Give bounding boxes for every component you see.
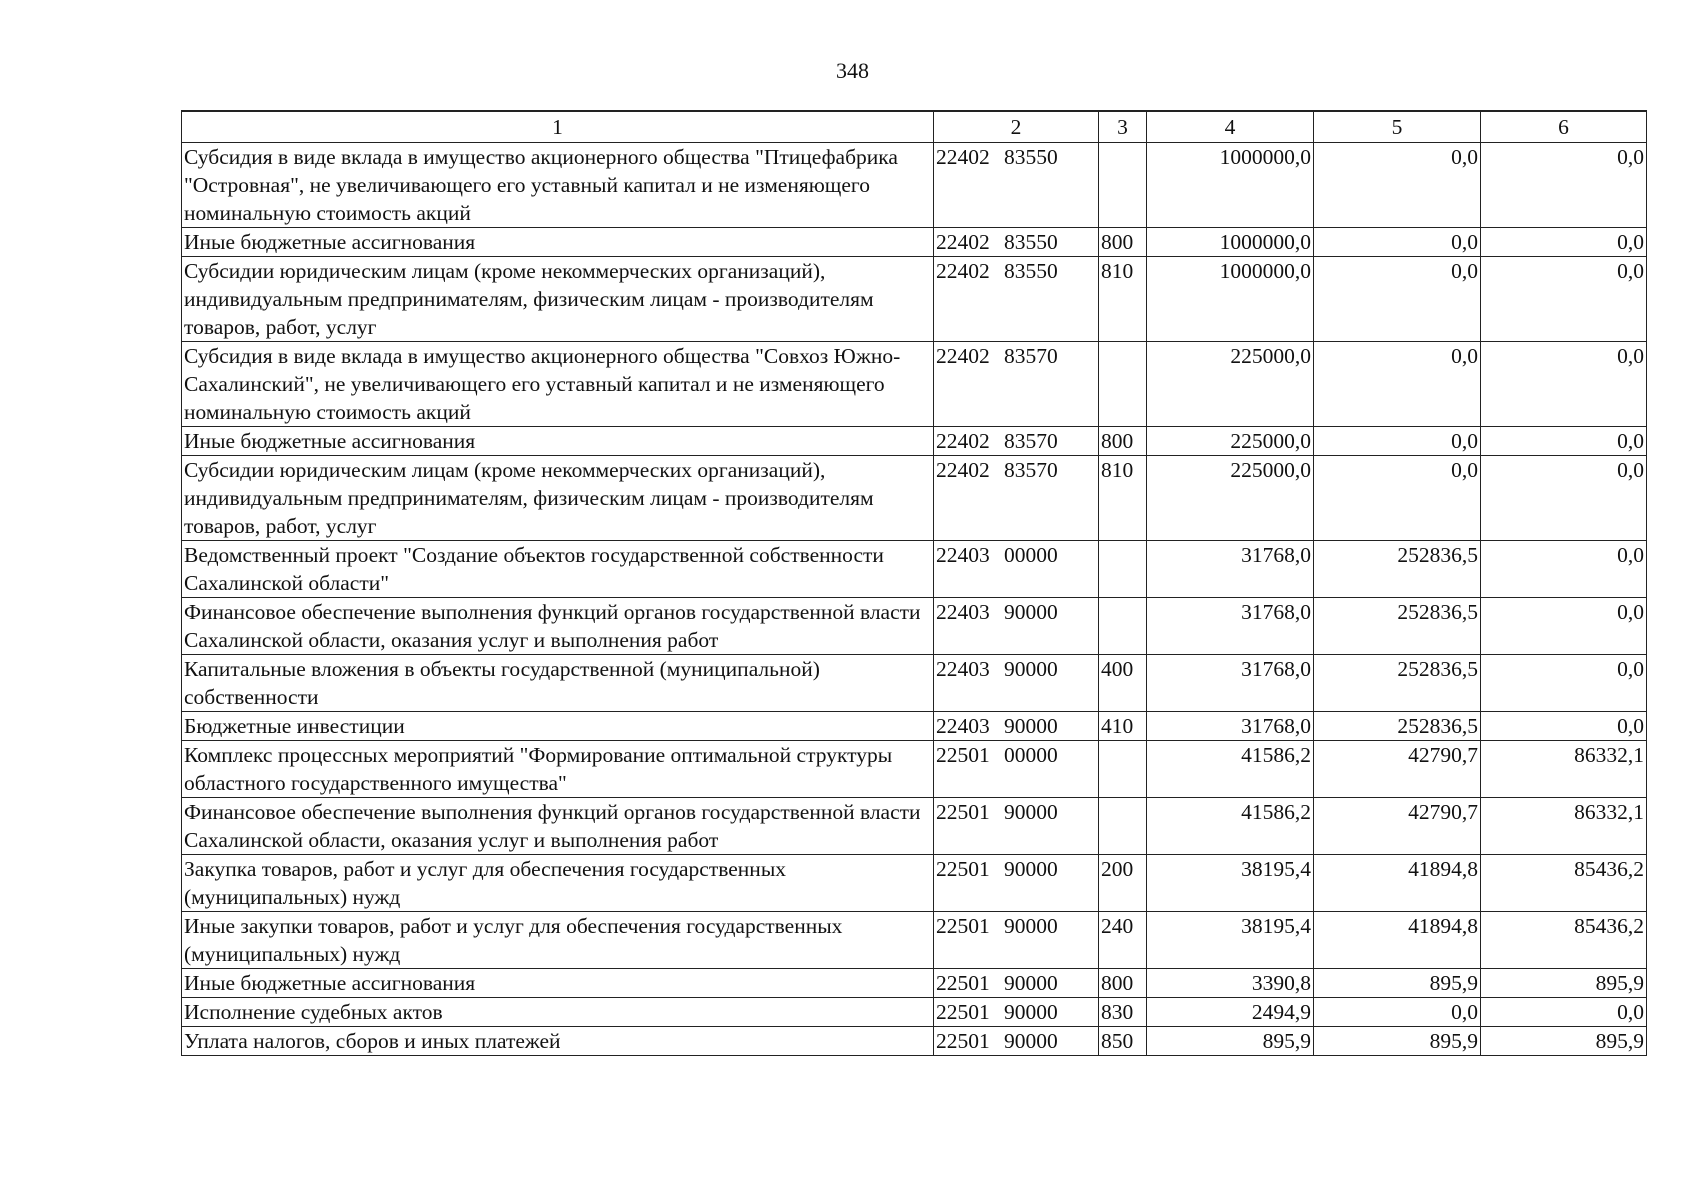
value-col-4: 225000,0 [1147,456,1314,541]
value-col-6: 0,0 [1481,712,1647,741]
value-col-5: 42790,7 [1314,741,1481,798]
expense-type [1099,798,1147,855]
value-col-4: 41586,2 [1147,741,1314,798]
column-header-3: 3 [1099,111,1147,143]
value-col-6: 0,0 [1481,655,1647,712]
row-code [934,741,1099,798]
row-name: Ведомственный проект "Создание объектов государственной собственности Сахалинской области" [182,541,934,598]
value-col-4: 31768,0 [1147,712,1314,741]
value-col-4: 1000000,0 [1147,257,1314,342]
row-name: Бюджетные инвестиции [182,712,934,741]
value-col-6: 85436,2 [1481,855,1647,912]
value-col-6: 0,0 [1481,257,1647,342]
program-code: 22402 [936,230,990,254]
value-col-4: 41586,2 [1147,798,1314,855]
expense-type [1099,541,1147,598]
expense-type [1099,598,1147,655]
value-col-5: 0,0 [1314,143,1481,228]
value-col-5: 0,0 [1314,228,1481,257]
value-col-5: 252836,5 [1314,655,1481,712]
table-row [182,342,1647,427]
direction-code: 83550 [1004,145,1058,169]
table-row [182,741,1647,798]
table-header-row [182,111,1647,143]
row-name: Иные закупки товаров, работ и услуг для обеспечения государственных (муниципальных) нужд [182,912,934,969]
column-header-2: 2 [934,111,1099,143]
direction-code: 83550 [1004,230,1058,254]
program-code: 22501 [936,1000,990,1024]
value-col-5: 0,0 [1314,342,1481,427]
program-code: 22402 [936,429,990,453]
expense-type: 810 [1099,456,1147,541]
value-col-6: 0,0 [1481,228,1647,257]
program-code: 22501 [936,914,990,938]
value-col-4: 38195,4 [1147,912,1314,969]
row-name: Субсидия в виде вклада в имущество акционерного общества "Совхоз Южно-Сахалинский", не увеличивающего его уставный капитал и не изменяющего номинальную стоимость акций [182,342,934,427]
program-code: 22402 [936,259,990,283]
program-code: 22403 [936,714,990,738]
expense-type: 810 [1099,257,1147,342]
expense-type: 200 [1099,855,1147,912]
program-code: 22402 [936,344,990,368]
value-col-6: 0,0 [1481,342,1647,427]
table-row [182,1027,1647,1056]
direction-code: 83550 [1004,259,1058,283]
value-col-5: 42790,7 [1314,798,1481,855]
row-code [934,342,1099,427]
column-header-6: 6 [1481,111,1647,143]
table-row [182,655,1647,712]
column-header-1: 1 [182,111,934,143]
value-col-4: 1000000,0 [1147,143,1314,228]
value-col-6: 0,0 [1481,541,1647,598]
direction-code: 90000 [1004,971,1058,995]
expense-type: 410 [1099,712,1147,741]
program-code: 22501 [936,857,990,881]
table-row [182,855,1647,912]
value-col-4: 3390,8 [1147,969,1314,998]
row-code [934,228,1099,257]
value-col-6: 86332,1 [1481,741,1647,798]
row-code [934,427,1099,456]
value-col-5: 0,0 [1314,456,1481,541]
value-col-5: 252836,5 [1314,541,1481,598]
direction-code: 90000 [1004,657,1058,681]
row-name: Уплата налогов, сборов и иных платежей [182,1027,934,1056]
page-number: 348 [836,58,869,83]
table-row [182,541,1647,598]
direction-code: 90000 [1004,857,1058,881]
direction-code: 83570 [1004,429,1058,453]
value-col-4: 31768,0 [1147,655,1314,712]
program-code: 22403 [936,657,990,681]
program-code: 22501 [936,800,990,824]
expense-type [1099,741,1147,798]
program-code: 22403 [936,600,990,624]
row-name: Иные бюджетные ассигнования [182,969,934,998]
program-code: 22403 [936,543,990,567]
direction-code: 00000 [1004,543,1058,567]
value-col-6: 0,0 [1481,427,1647,456]
program-code: 22501 [936,971,990,995]
program-code: 22501 [936,743,990,767]
budget-table [181,110,1647,1056]
direction-code: 90000 [1004,600,1058,624]
expense-type: 400 [1099,655,1147,712]
value-col-5: 41894,8 [1314,912,1481,969]
direction-code: 90000 [1004,1029,1058,1053]
row-code [934,712,1099,741]
direction-code: 90000 [1004,1000,1058,1024]
value-col-6: 895,9 [1481,1027,1647,1056]
expense-type: 800 [1099,427,1147,456]
column-header-5: 5 [1314,111,1481,143]
row-name: Финансовое обеспечение выполнения функций органов государственной власти Сахалинской области, оказания услуг и выполнения работ [182,598,934,655]
table-row [182,228,1647,257]
row-code [934,855,1099,912]
value-col-6: 0,0 [1481,598,1647,655]
row-name: Субсидия в виде вклада в имущество акционерного общества "Птицефабрика "Островная", не увеличивающего его уставный капитал и не изменяющего номинальную стоимость акций [182,143,934,228]
value-col-6: 0,0 [1481,456,1647,541]
table-row [182,427,1647,456]
expense-type: 850 [1099,1027,1147,1056]
table-row [182,712,1647,741]
value-col-5: 0,0 [1314,257,1481,342]
value-col-4: 895,9 [1147,1027,1314,1056]
row-code [934,655,1099,712]
table-row [182,143,1647,228]
value-col-4: 2494,9 [1147,998,1314,1027]
row-name: Субсидии юридическим лицам (кроме некоммерческих организаций), индивидуальным предпринимателям, физическим лицам - производителям товаров, работ, услуг [182,456,934,541]
value-col-5: 895,9 [1314,969,1481,998]
row-name: Исполнение судебных актов [182,998,934,1027]
expense-type [1099,143,1147,228]
expense-type: 800 [1099,228,1147,257]
row-code [934,998,1099,1027]
value-col-6: 895,9 [1481,969,1647,998]
direction-code: 90000 [1004,914,1058,938]
row-name: Финансовое обеспечение выполнения функций органов государственной власти Сахалинской области, оказания услуг и выполнения работ [182,798,934,855]
value-col-4: 31768,0 [1147,598,1314,655]
value-col-4: 31768,0 [1147,541,1314,598]
value-col-6: 85436,2 [1481,912,1647,969]
value-col-5: 895,9 [1314,1027,1481,1056]
row-code [934,456,1099,541]
value-col-4: 225000,0 [1147,342,1314,427]
table-row [182,257,1647,342]
table-row [182,912,1647,969]
table-row [182,969,1647,998]
value-col-6: 0,0 [1481,998,1647,1027]
table-row [182,598,1647,655]
row-code [934,143,1099,228]
row-code [934,798,1099,855]
row-name: Капитальные вложения в объекты государственной (муниципальной) собственности [182,655,934,712]
row-code [934,257,1099,342]
expense-type: 830 [1099,998,1147,1027]
value-col-4: 38195,4 [1147,855,1314,912]
direction-code: 83570 [1004,458,1058,482]
row-code [934,541,1099,598]
value-col-6: 86332,1 [1481,798,1647,855]
row-code [934,598,1099,655]
direction-code: 90000 [1004,800,1058,824]
value-col-5: 252836,5 [1314,712,1481,741]
expense-type [1099,342,1147,427]
row-name: Комплекс процессных мероприятий "Формирование оптимальной структуры областного государственного имущества" [182,741,934,798]
value-col-6: 0,0 [1481,143,1647,228]
row-name: Субсидии юридическим лицам (кроме некоммерческих организаций), индивидуальным предпринимателям, физическим лицам - производителям товаров, работ, услуг [182,257,934,342]
row-code [934,912,1099,969]
value-col-5: 252836,5 [1314,598,1481,655]
direction-code: 90000 [1004,714,1058,738]
table-row [182,998,1647,1027]
column-header-4: 4 [1147,111,1314,143]
row-code [934,969,1099,998]
value-col-5: 0,0 [1314,427,1481,456]
table-row [182,798,1647,855]
value-col-4: 225000,0 [1147,427,1314,456]
program-code: 22402 [936,458,990,482]
row-name: Иные бюджетные ассигнования [182,228,934,257]
value-col-4: 1000000,0 [1147,228,1314,257]
row-name: Закупка товаров, работ и услуг для обеспечения государственных (муниципальных) нужд [182,855,934,912]
table-row [182,456,1647,541]
program-code: 22501 [936,1029,990,1053]
direction-code: 00000 [1004,743,1058,767]
row-name: Иные бюджетные ассигнования [182,427,934,456]
value-col-5: 0,0 [1314,998,1481,1027]
row-code [934,1027,1099,1056]
expense-type: 240 [1099,912,1147,969]
direction-code: 83570 [1004,344,1058,368]
program-code: 22402 [936,145,990,169]
value-col-5: 41894,8 [1314,855,1481,912]
expense-type: 800 [1099,969,1147,998]
